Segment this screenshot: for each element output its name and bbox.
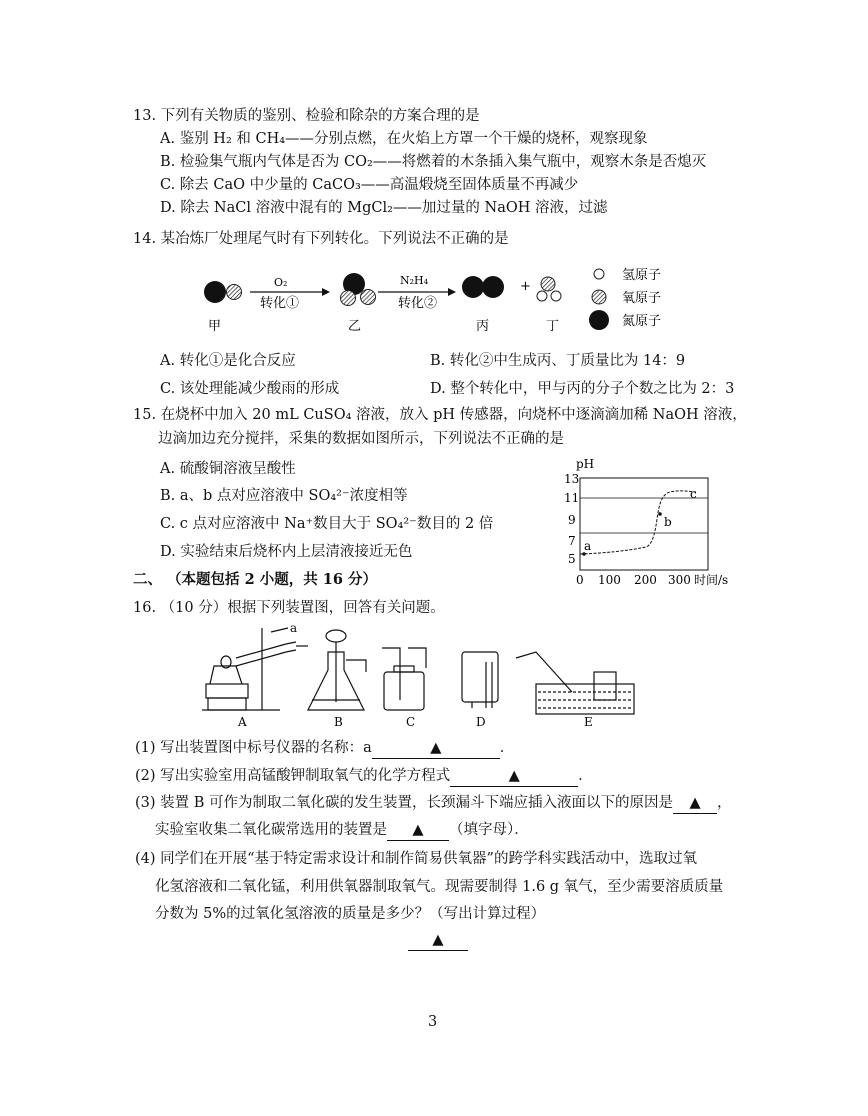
q16-part3-line1 <box>135 793 732 814</box>
label-B: B <box>334 715 343 729</box>
q14-option-b: B. 转化②中生成丙、丁质量比为 14：9 <box>430 353 686 369</box>
q15-option-a: A. 硫酸铜溶液呈酸性 <box>160 461 296 477</box>
oxygen-legend-icon <box>592 290 606 304</box>
q16-part1-period: ． <box>499 740 515 756</box>
q13-option-d: D. 除去 NaCl 溶液中混有的 MgCl₂——加过量的 NaOH 溶液，过滤 <box>160 200 608 216</box>
oxygen-atom-icon <box>227 285 242 300</box>
xtick-0: 0 <box>576 573 584 587</box>
q14-option-d: D. 整个转化中，甲与丙的分子个数之比为 2：3 <box>430 381 735 397</box>
point-b: b <box>664 515 672 529</box>
legend-hydrogen: 氢原子 <box>622 268 662 283</box>
hydrogen-atom-icon <box>594 269 604 279</box>
xtick-300: 300 <box>668 573 691 587</box>
section-2-heading: 二、 （本题包括 2 小题，共 16 分） <box>133 571 378 588</box>
ytick-5: 5 <box>568 552 576 566</box>
apparatus-b <box>308 630 366 710</box>
q16-part3-comma: ， <box>717 795 732 811</box>
answer-blank-4[interactable]: ▲ <box>408 930 468 951</box>
label-a: a <box>290 622 298 635</box>
apparatus-c <box>382 648 426 710</box>
q16-part4-answer <box>408 930 468 951</box>
answer-blank-3a[interactable]: ▲ <box>673 793 717 814</box>
q16-part3-text: (3) 装置 B 可作为制取二氧化碳的发生装置，长颈漏斗下端应插入液面以下的原因是 <box>135 795 674 811</box>
q16-part3b-tail: （填字母）． <box>449 822 529 838</box>
apparatus-diagram <box>196 622 636 732</box>
legend-nitrogen: 氮原子 <box>622 314 662 329</box>
arrow1-top-label: O₂ <box>274 276 288 289</box>
q16-part4-line3: 分数为 5%的过氧化氢溶液的质量是多少？（写出计算过程） <box>155 906 546 922</box>
point-a: a <box>584 539 592 553</box>
q14-option-c: C. 该处理能减少酸雨的形成 <box>160 381 340 397</box>
q13-option-a: A. 鉴别 H₂ 和 CH₄——分别点燃，在火焰上方罩一个干燥的烧杯，观察现象 <box>160 131 648 147</box>
label-bing: 丙 <box>476 319 490 334</box>
label-yi: 乙 <box>348 319 362 334</box>
legend-oxygen: 氧原子 <box>622 291 662 306</box>
nitrogen-legend-icon <box>589 310 609 330</box>
q16-part2 <box>135 766 593 787</box>
q14-option-a: A. 转化①是化合反应 <box>160 353 296 369</box>
label-jia: 甲 <box>208 319 222 334</box>
plus-sign: + <box>520 279 531 294</box>
xtick-100: 100 <box>598 573 621 587</box>
arrow2-bottom-label: 转化② <box>398 296 438 311</box>
label-E: E <box>584 715 593 729</box>
answer-blank-3b[interactable]: ▲ <box>387 820 449 841</box>
q15-option-b: B. a、b 点对应溶液中 SO₄²⁻浓度相等 <box>160 488 408 504</box>
label-C: C <box>406 715 416 729</box>
apparatus-d <box>462 652 498 708</box>
ytick-13: 13 <box>564 472 580 486</box>
q13-option-c: C. 除去 CaO 中少量的 CaCO₃——高温煅烧至固体质量不再减少 <box>160 177 579 193</box>
q16-part1-text: (1) 写出装置图中标号仪器的名称：a <box>135 740 372 756</box>
q15-stem-line1: 15. 在烧杯中加入 20 mL CuSO₄ 溶液，放入 pH 传感器，向烧杯中逐滴滴加稀 NaOH 溶液， <box>133 407 747 423</box>
arrow1-bottom-label: 转化① <box>260 296 300 311</box>
q16-part1 <box>135 738 514 759</box>
answer-blank-2[interactable]: ▲ <box>450 766 578 787</box>
nitrogen-atom-icon <box>204 281 226 303</box>
label-ding: 丁 <box>546 319 560 334</box>
q15-option-d: D. 实验结束后烧杯内上层清液接近无色 <box>160 544 413 560</box>
ph-curve <box>580 491 696 554</box>
q16-part3b-text: 实验室收集二氧化碳常选用的装置是 <box>155 822 387 838</box>
ph-time-graph <box>556 454 746 589</box>
ytick-9: 9 <box>568 513 576 527</box>
apparatus-a <box>202 622 308 710</box>
q16-part4-line1: (4) 同学们在开展“基于特定需求设计和制作简易供氧器”的跨学科实践活动中，选取过氧 <box>135 851 697 867</box>
q16-part2-period: ． <box>578 768 593 784</box>
graph-ylabel: pH <box>576 457 595 471</box>
ytick-7: 7 <box>568 534 576 548</box>
arrow2-top-label: N₂H₄ <box>400 274 429 287</box>
answer-blank-1[interactable]: ▲ <box>372 738 500 759</box>
q15-option-c: C. c 点对应溶液中 Na⁺数目大于 SO₄²⁻数目的 2 倍 <box>160 516 494 532</box>
graph-xlabel: 时间/s <box>694 573 729 587</box>
ytick-11: 11 <box>564 491 580 505</box>
q13-stem: 13. 下列有关物质的鉴别、检验和除杂的方案合理的是 <box>133 108 480 124</box>
q14-stem: 14. 某冶炼厂处理尾气时有下列转化。下列说法不正确的是 <box>133 231 509 247</box>
q16-part3-line2 <box>155 820 529 841</box>
apparatus-e <box>516 652 634 714</box>
xtick-200: 200 <box>634 573 657 587</box>
page-number: 3 <box>428 1014 438 1030</box>
wood-block <box>206 684 248 698</box>
label-A: A <box>238 715 247 729</box>
q16-stem: 16. （10 分）根据下列装置图，回答有关问题。 <box>133 600 445 616</box>
q13-option-b: B. 检验集气瓶内气体是否为 CO₂——将燃着的木条插入集气瓶中，观察木条是否熄灭 <box>160 154 707 170</box>
label-D: D <box>476 715 486 729</box>
q15-stem-line2: 边滴加边充分搅拌，采集的数据如图所示，下列说法不正确的是 <box>158 431 564 447</box>
q16-part2-text: (2) 写出实验室用高锰酸钾制取氧气的化学方程式 <box>135 768 451 784</box>
point-c: c <box>690 487 697 501</box>
q16-part4-line2: 化氢溶液和二氧化锰，利用供氧器制取氧气。现需要制得 1.6 g 氧气，至少需要溶质质量 <box>155 879 724 895</box>
molecule-conversion-diagram <box>190 262 680 344</box>
